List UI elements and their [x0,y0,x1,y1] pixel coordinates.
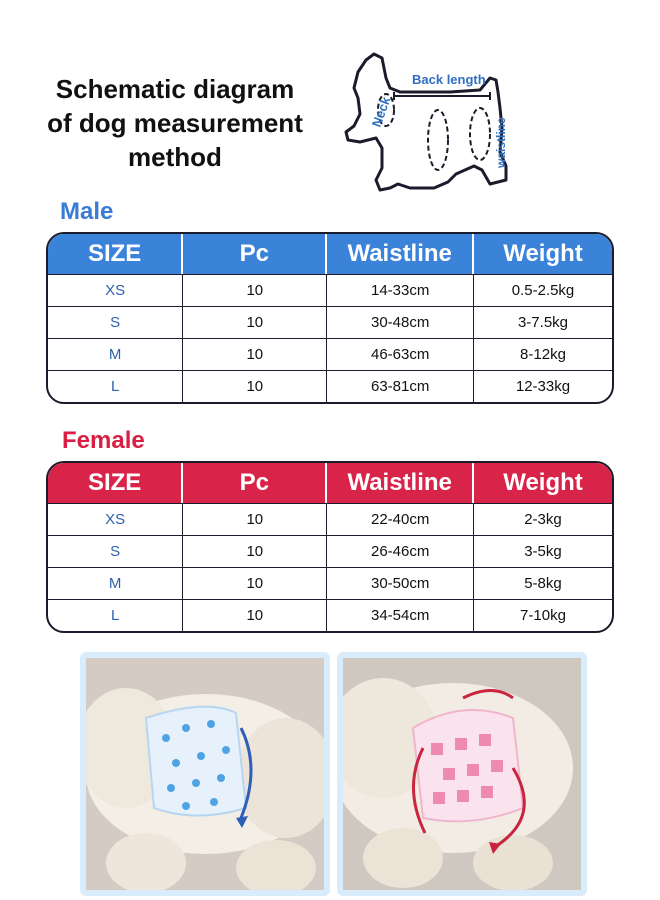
waistline-label: waistline [494,117,508,168]
pc-cell: 10 [183,503,327,535]
size-cell: M [48,567,183,599]
waistline-cell: 22-40cm [327,503,474,535]
table-row [48,567,612,599]
header-pc: Pc [183,234,327,274]
table-row [48,274,612,306]
size-cell: L [48,599,183,631]
weight-cell: 8-12kg [474,338,612,370]
size-cell: XS [48,274,183,306]
waistline-cell: 46-63cm [327,338,474,370]
weight-cell: 0.5-2.5kg [474,274,612,306]
size-cell: S [48,306,183,338]
table-row [48,599,612,631]
dog-measurement-diagram [330,48,530,198]
waistline-cell: 30-48cm [327,306,474,338]
header-waistline: Waistline [327,463,474,503]
female-header-row [48,463,612,503]
weight-cell: 7-10kg [474,599,612,631]
pc-cell: 10 [183,370,327,402]
back-length-label: Back length [412,72,486,87]
title-line-1: Schematic diagram [55,74,295,104]
header-weight: Weight [474,463,612,503]
white-dog-blue-diaper-photo [80,652,330,896]
pc-cell: 10 [183,274,327,306]
waistline-cell: 34-54cm [327,599,474,631]
pc-cell: 10 [183,535,327,567]
weight-cell: 5-8kg [474,567,612,599]
white-dog-pink-diaper-photo [337,652,587,896]
title-line-2: of dog measurement [47,108,303,138]
header-waistline: Waistline [327,234,474,274]
weight-cell: 3-7.5kg [474,306,612,338]
neck-label: Neck [368,94,394,130]
pc-cell: 10 [183,599,327,631]
page-title [40,72,310,174]
weight-cell: 2-3kg [474,503,612,535]
header-pc: Pc [183,463,327,503]
size-cell: XS [48,503,183,535]
weight-cell: 3-5kg [474,535,612,567]
female-size-table [46,461,614,633]
weight-cell: 12-33kg [474,370,612,402]
pc-cell: 10 [183,567,327,599]
table-row [48,370,612,402]
waistline-cell: 26-46cm [327,535,474,567]
waistline-cell: 63-81cm [327,370,474,402]
table-row [48,535,612,567]
table-row [48,306,612,338]
male-section-label: Male [60,198,114,225]
male-size-table [46,232,614,404]
size-cell: M [48,338,183,370]
table-row [48,503,612,535]
female-section-label: Female [62,427,145,454]
header-size: SIZE [48,463,183,503]
male-header-row [48,234,612,274]
waistline-cell: 30-50cm [327,567,474,599]
pc-cell: 10 [183,306,327,338]
waistline-cell: 14-33cm [327,274,474,306]
header-weight: Weight [474,234,612,274]
header-size: SIZE [48,234,183,274]
size-cell: L [48,370,183,402]
title-line-3: method [128,142,222,172]
pc-cell: 10 [183,338,327,370]
table-row [48,338,612,370]
size-cell: S [48,535,183,567]
